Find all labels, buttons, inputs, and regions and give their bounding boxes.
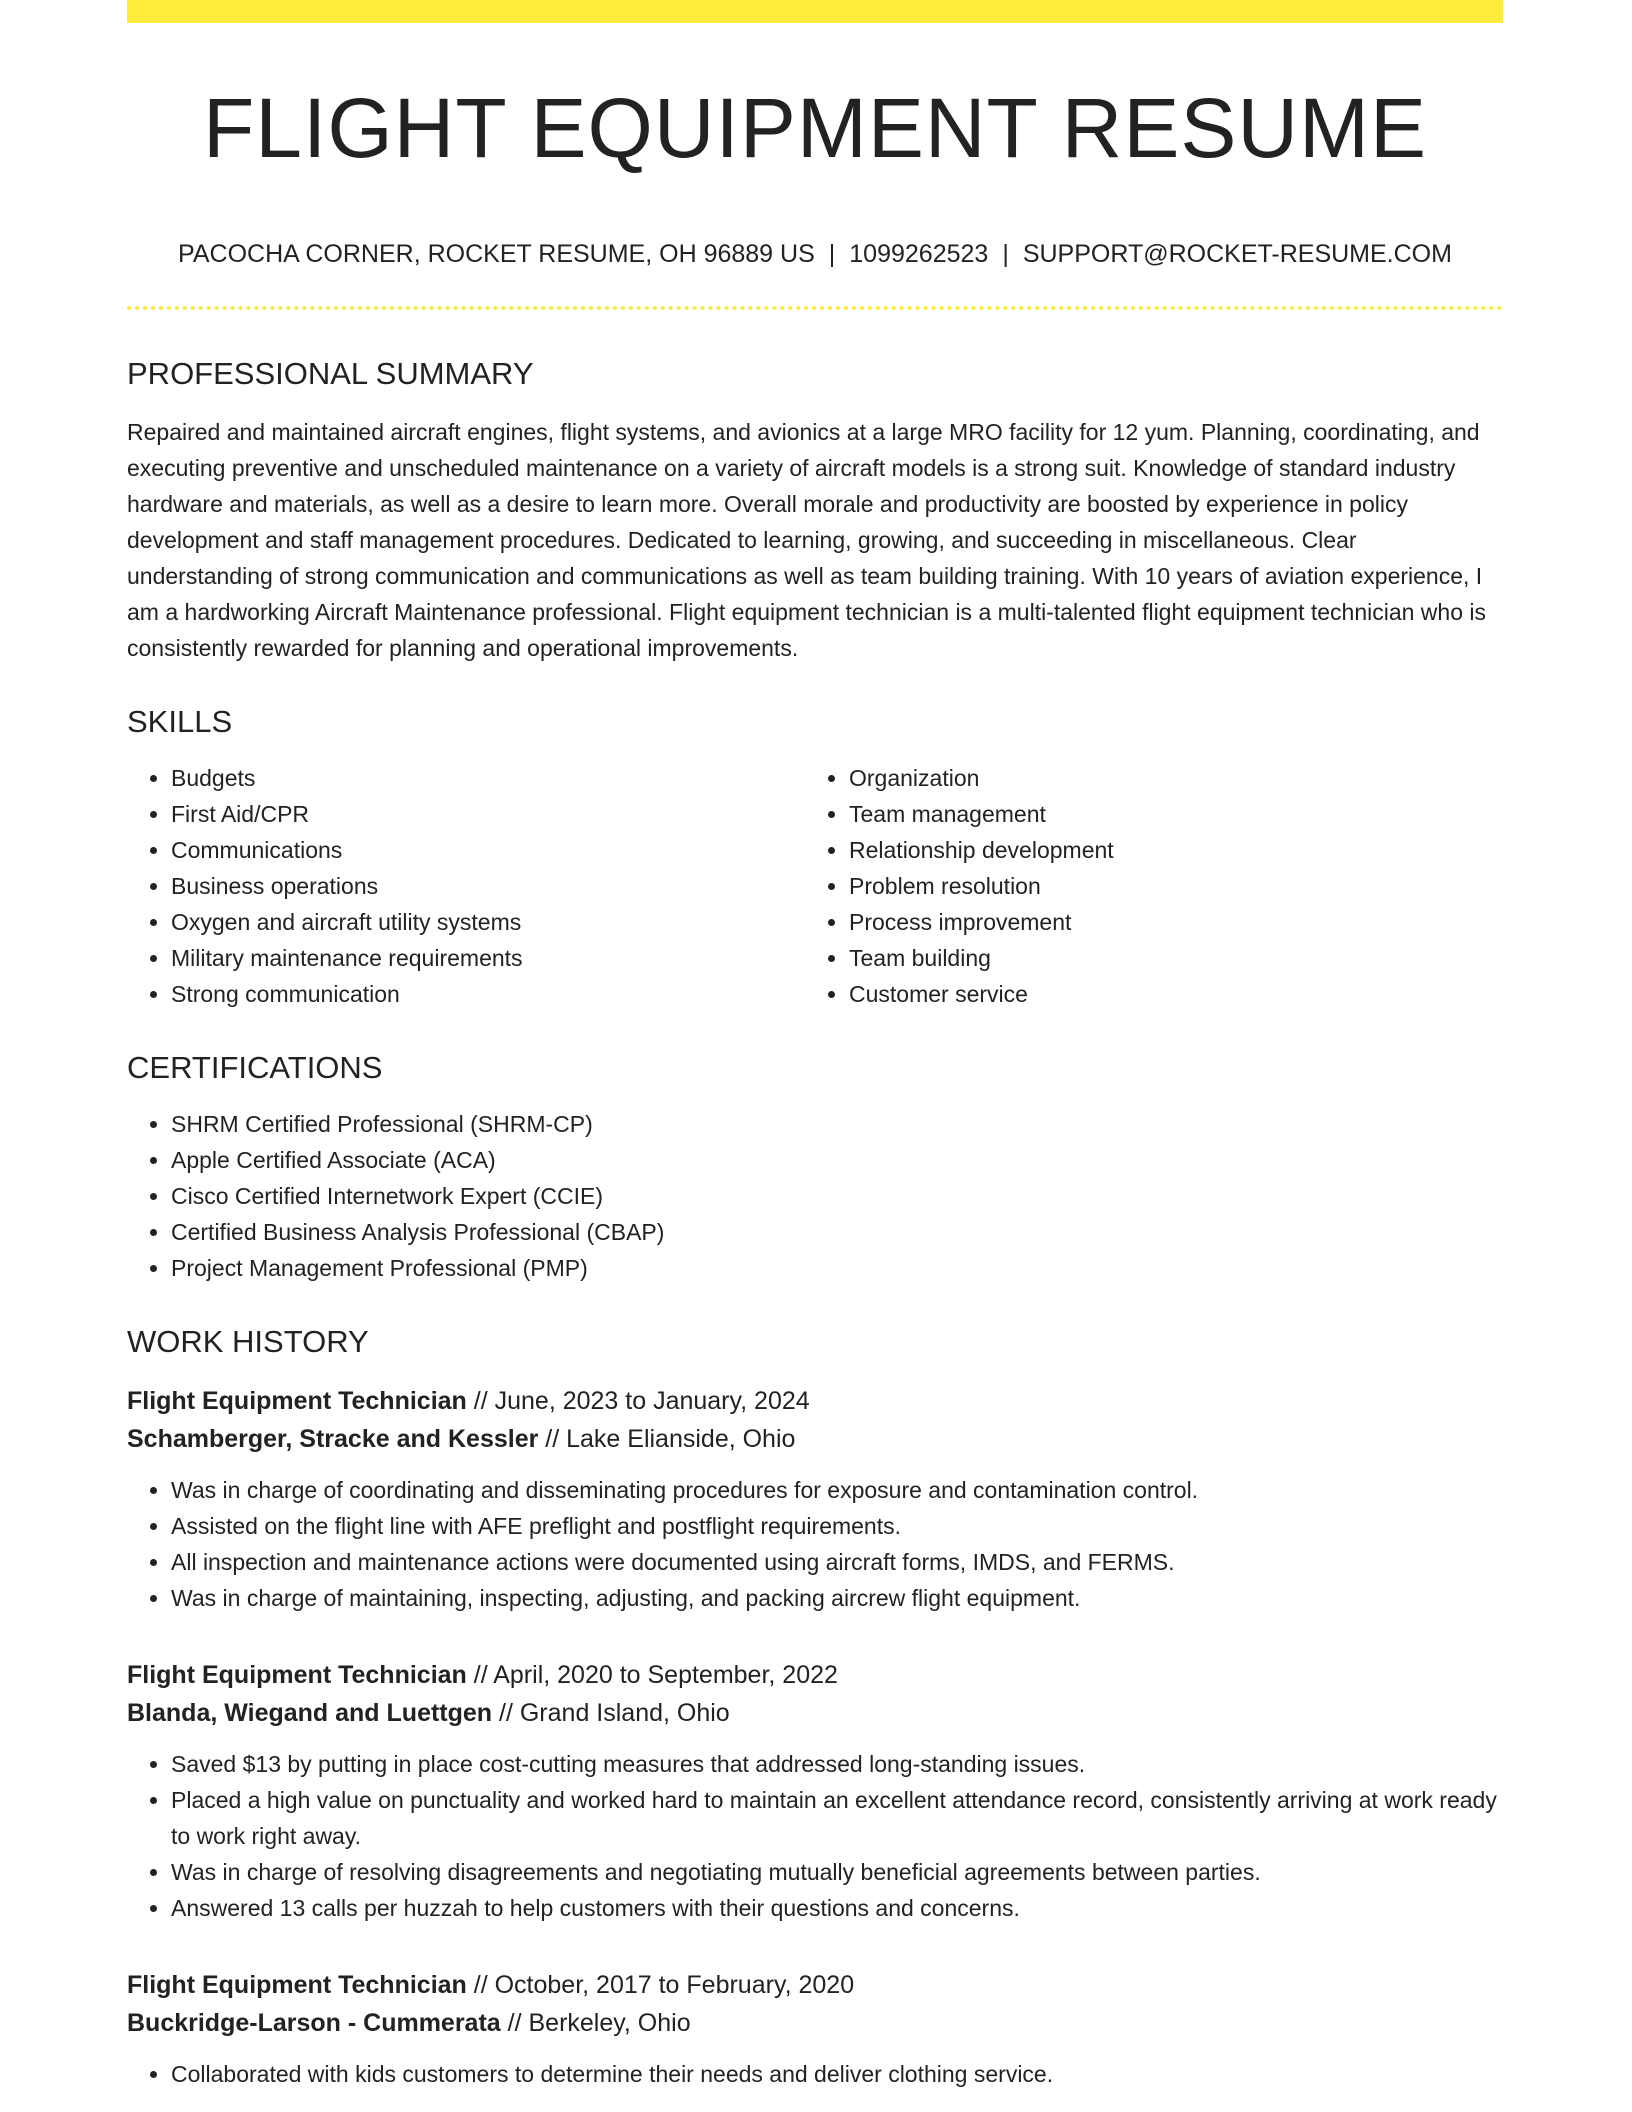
- contact-phone: 1099262523: [849, 240, 989, 268]
- job-entry: [127, 1656, 1503, 1926]
- job-bullets: [127, 2056, 1503, 2092]
- job-company: Buckridge-Larson - Cummerata: [127, 2009, 501, 2037]
- summary-heading: PROFESSIONAL SUMMARY: [127, 356, 534, 391]
- contact-line: [127, 236, 1503, 272]
- skill-item: • Communications: [171, 832, 805, 868]
- certification-item: • SHRM Certified Professional (SHRM-CP): [171, 1106, 1503, 1142]
- job-location: // Lake Elianside, Ohio: [538, 1425, 796, 1453]
- job-company-line: [127, 1420, 1503, 1458]
- skill-item: • Oxygen and aircraft utility systems: [171, 904, 805, 940]
- job-bullet: • Was in charge of coordinating and disseminating procedures for exposure and contamination control.: [171, 1472, 1503, 1508]
- job-company-line: [127, 2004, 1503, 2042]
- job-location: // Grand Island, Ohio: [492, 1699, 730, 1727]
- skill-item: • Team building: [849, 940, 1483, 976]
- resume-title: FLIGHT EQUIPMENT RESUME: [202, 81, 1428, 175]
- contact-email: SUPPORT@ROCKET-RESUME.COM: [1022, 240, 1452, 268]
- skill-item: • Organization: [849, 760, 1483, 796]
- job-title-line: [127, 1656, 1503, 1694]
- certifications-list: [127, 1106, 1503, 1286]
- job-location: // Berkeley, Ohio: [500, 2009, 691, 2037]
- skill-item: • Strong communication: [171, 976, 805, 1012]
- job-title-line: [127, 1382, 1503, 1420]
- job-bullet: • Saved $13 by putting in place cost-cutting measures that addressed long-standing issues.: [171, 1746, 1503, 1782]
- job-title: Flight Equipment Technician: [127, 1971, 467, 1999]
- contact-separator: |: [1002, 240, 1009, 268]
- job-title: Flight Equipment Technician: [127, 1387, 467, 1415]
- job-bullet: • Placed a high value on punctuality and worked hard to maintain an excellent attendance record, consistently arriving at work ready to work right away.: [171, 1782, 1503, 1854]
- skill-item: • Problem resolution: [849, 868, 1483, 904]
- skill-item: • Team management: [849, 796, 1483, 832]
- skill-item: • Business operations: [171, 868, 805, 904]
- contact-address: PACOCHA CORNER, ROCKET RESUME, OH 96889 US: [178, 240, 815, 268]
- skill-item: • Military maintenance requirements: [171, 940, 805, 976]
- job-title: Flight Equipment Technician: [127, 1661, 467, 1689]
- job-title-line: [127, 1966, 1503, 2004]
- dotted-divider: [127, 306, 1503, 310]
- job-bullets: [127, 1746, 1503, 1926]
- skills-list-left: [127, 760, 805, 1012]
- certification-item: • Certified Business Analysis Professional (CBAP): [171, 1214, 1503, 1250]
- skill-item: • Relationship development: [849, 832, 1483, 868]
- job-entry: [127, 1382, 1503, 1616]
- certification-item: • Cisco Certified Internetwork Expert (CCIE): [171, 1178, 1503, 1214]
- skill-item: • Customer service: [849, 976, 1483, 1012]
- job-bullet: • Was in charge of maintaining, inspecting, adjusting, and packing aircrew flight equipment.: [171, 1580, 1503, 1616]
- skills-heading: SKILLS: [127, 704, 233, 739]
- contact-separator: |: [828, 240, 836, 268]
- skill-item: • Process improvement: [849, 904, 1483, 940]
- skills-list-right: [805, 760, 1483, 1012]
- resume-content: [127, 352, 1503, 2092]
- job-dates: // April, 2020 to September, 2022: [466, 1661, 838, 1689]
- job-dates: // June, 2023 to January, 2024: [466, 1387, 810, 1415]
- job-entry: [127, 1966, 1503, 2092]
- job-dates: // October, 2017 to February, 2020: [466, 1971, 855, 1999]
- certifications-heading: CERTIFICATIONS: [127, 1050, 383, 1085]
- skill-item: • Budgets: [171, 760, 805, 796]
- job-bullet: • Answered 13 calls per huzzah to help customers with their questions and concerns.: [171, 1890, 1503, 1926]
- job-company: Schamberger, Stracke and Kessler: [127, 1425, 539, 1453]
- skills-grid: [127, 744, 1503, 1012]
- job-bullet: • All inspection and maintenance actions were documented using aircraft forms, IMDS, and FERMS.: [171, 1544, 1503, 1580]
- job-bullet: • Assisted on the flight line with AFE preflight and postflight requirements.: [171, 1508, 1503, 1544]
- work-history-heading: WORK HISTORY: [127, 1324, 369, 1359]
- job-bullet: • Collaborated with kids customers to determine their needs and deliver clothing service.: [171, 2056, 1503, 2092]
- job-company: Blanda, Wiegand and Luettgen: [127, 1699, 493, 1727]
- certification-item: • Apple Certified Associate (ACA): [171, 1142, 1503, 1178]
- skill-item: • First Aid/CPR: [171, 796, 805, 832]
- top-accent-bar: [127, 0, 1503, 23]
- job-bullet: • Was in charge of resolving disagreements and negotiating mutually beneficial agreements between parties.: [171, 1854, 1503, 1890]
- job-company-line: [127, 1694, 1503, 1732]
- job-bullets: [127, 1472, 1503, 1616]
- summary-text: Repaired and maintained aircraft engines, flight systems, and avionics at a large MRO facility for 12 yum. Planning, coordinating, and executing preventive and unscheduled maintenance on a variety of aircraft models is a strong suit. Knowledge of standard industry hardware and materials, as well as a desire to learn more. Overall morale and productivity are boosted by experience in policy development and staff management procedures. Dedicated to learning, growing, and succeeding in miscellaneous. Clear understanding of strong communication and communications as well as team building training. With 10 years of aviation experience, I am a hardworking Aircraft Maintenance professional. Flight equipment technician is a multi-talented flight equipment technician who is consistently rewarded for planning and operational improvements.: [127, 419, 1486, 661]
- certification-item: • Project Management Professional (PMP): [171, 1250, 1503, 1286]
